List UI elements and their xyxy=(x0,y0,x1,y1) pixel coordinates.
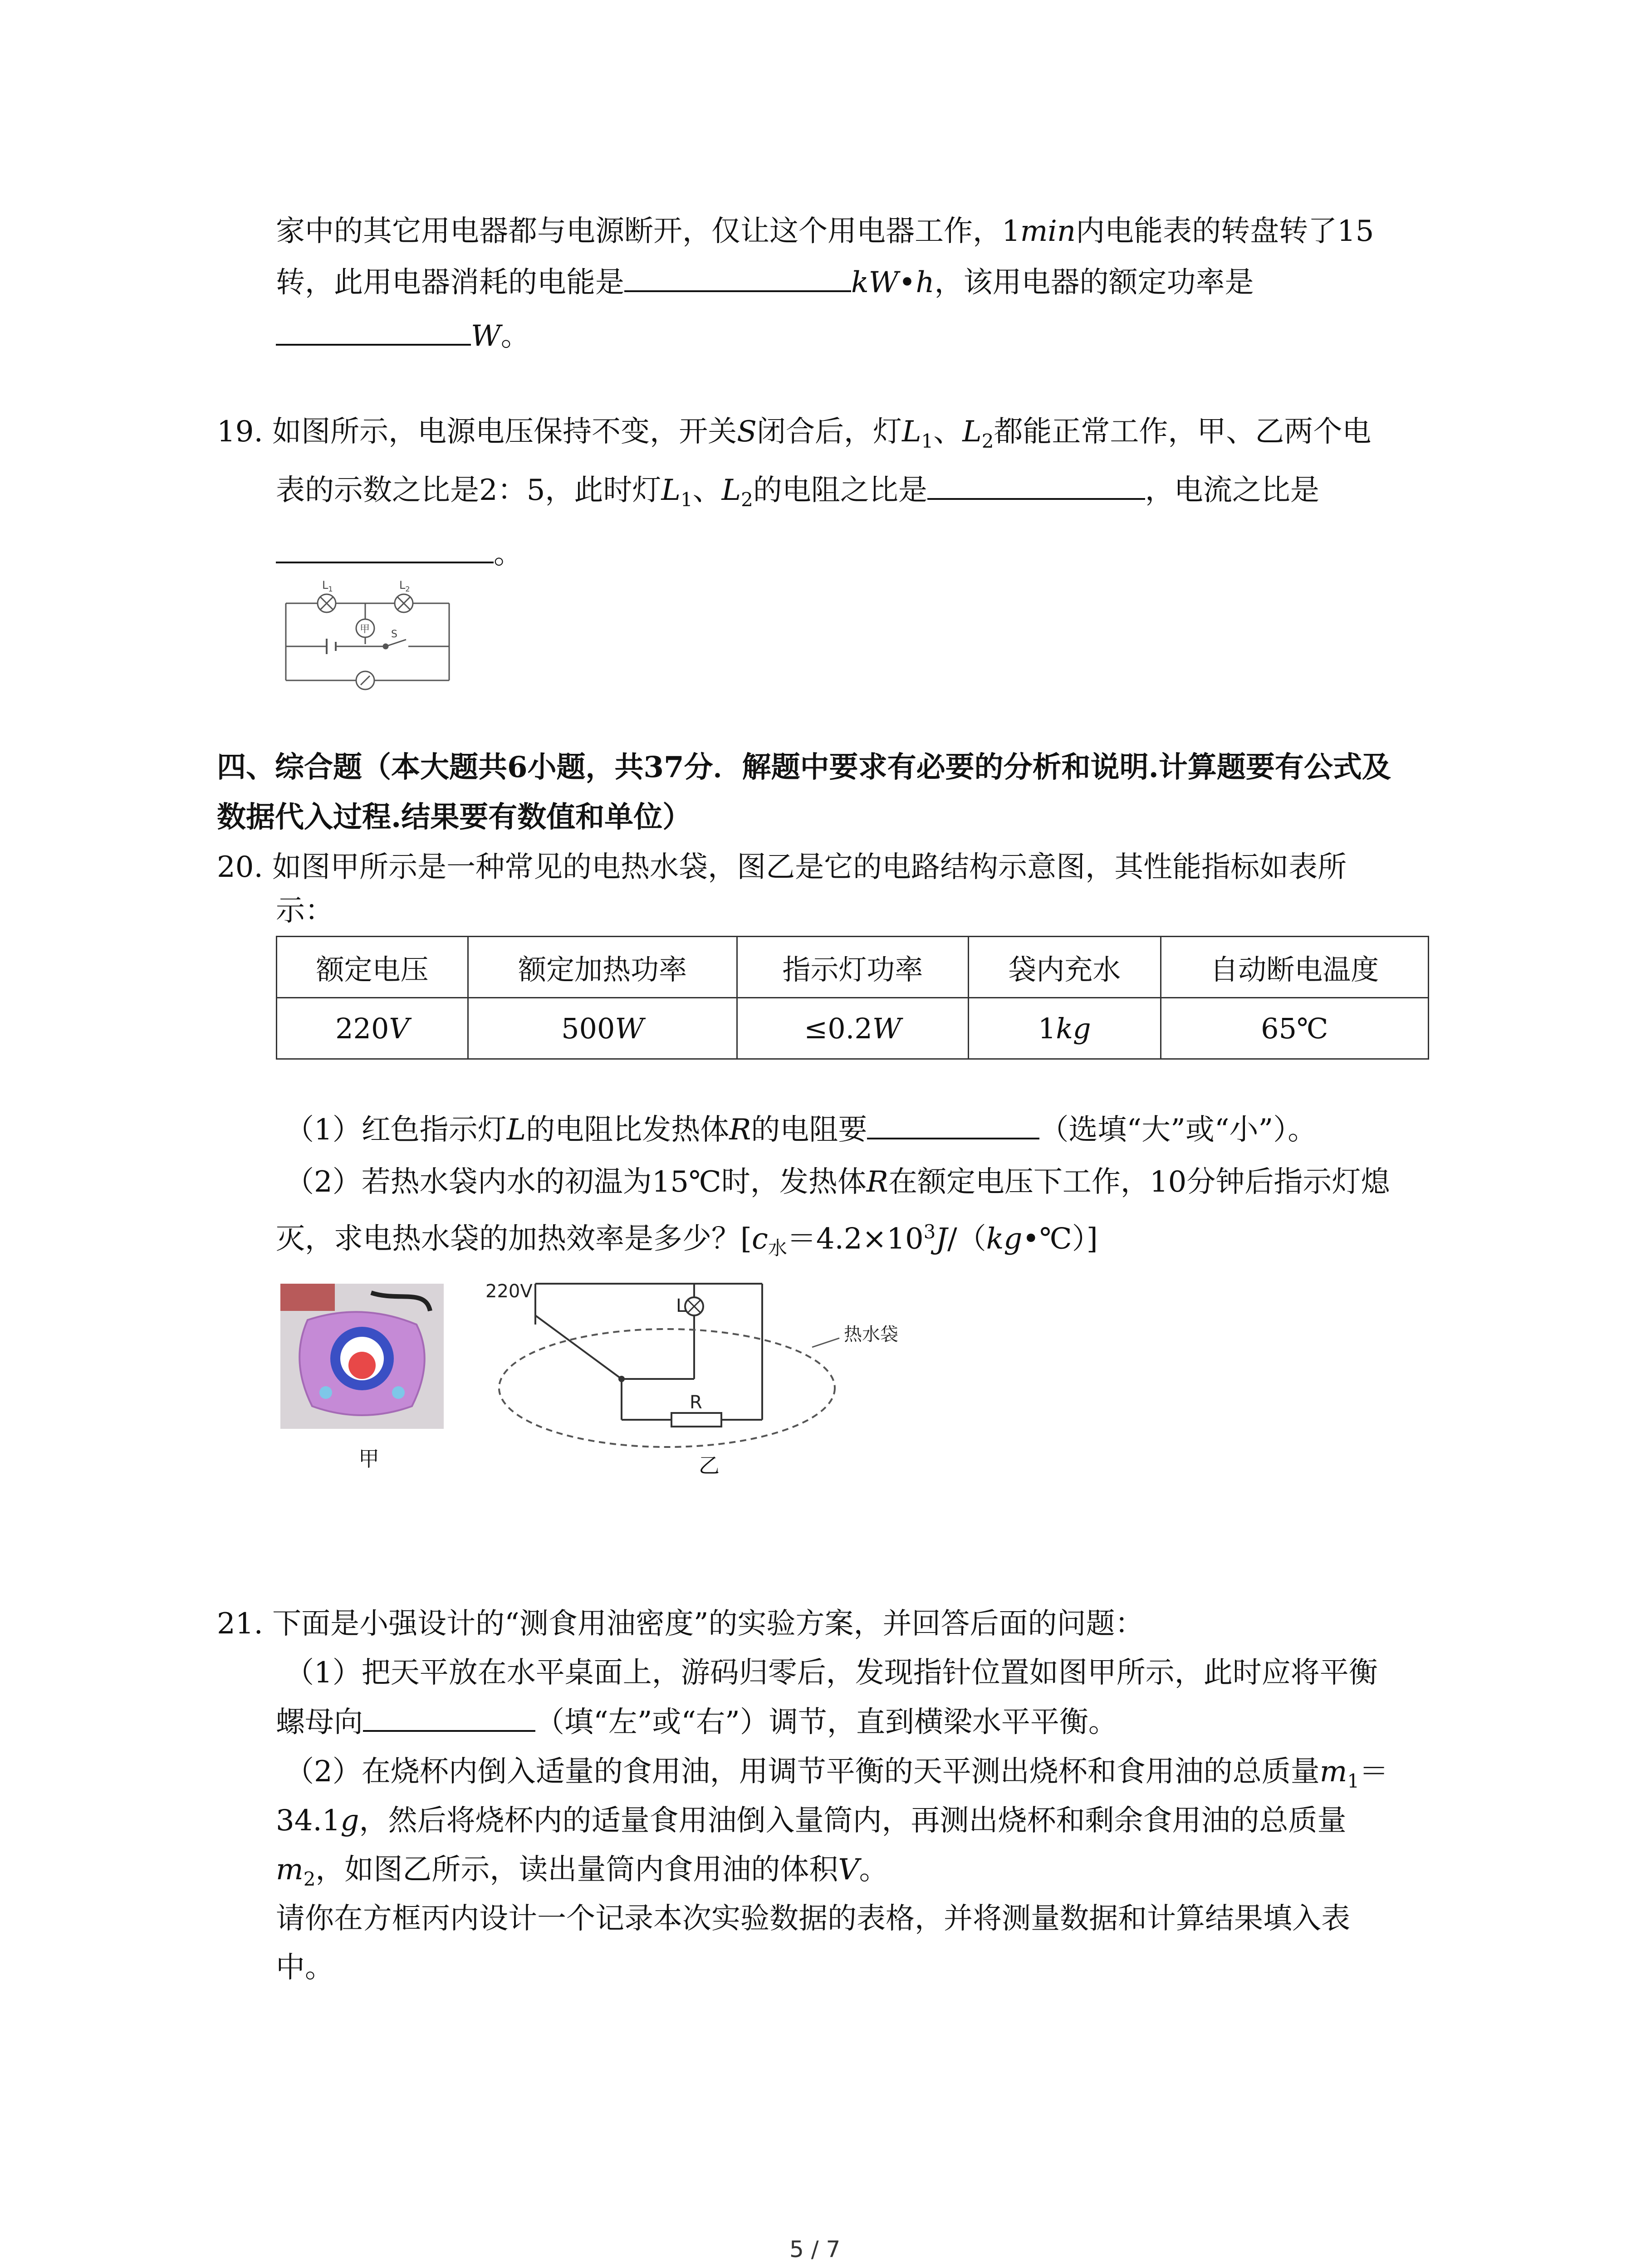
q20-part2: （2）若热水袋内水的初温为15℃时，发热体R在额定电压下工作，10分钟后指示灯熄 xyxy=(285,1165,1390,1199)
q21-part2-line2: 34.1g，然后将烧杯内的适量食用油倒入量筒内，再测出烧杯和剩余食用油的总质量 xyxy=(276,1804,1347,1838)
q21-line-1: 21. 下面是小强设计的“测食用油密度”的实验方案，并回答后面的问题： xyxy=(217,1607,1144,1641)
switch-label: S xyxy=(391,629,397,640)
q21-part3: 请你在方框丙内设计一个记录本次实验数据的表格，并将测量数据和计算结果填入表 xyxy=(276,1902,1350,1936)
table-header-row xyxy=(277,937,1429,998)
q18-line-3: W。 xyxy=(276,318,530,354)
table-cell: 500W xyxy=(468,998,737,1059)
resistor-label: R xyxy=(690,1392,702,1413)
answer-blank[interactable] xyxy=(867,1111,1039,1139)
table-cell: 65℃ xyxy=(1161,998,1428,1059)
table-header-cell: 袋内充水 xyxy=(968,937,1161,998)
bag-label: 热水袋 xyxy=(844,1324,898,1345)
lamp-symbol xyxy=(685,1297,703,1315)
page-number: 5 / 7 xyxy=(789,2236,841,2263)
lamp1-label: $L_1$ xyxy=(322,579,333,593)
q21-part2: （2）在烧杯内倒入适量的食用油，用调节平衡的天平测出烧杯和食用油的总质量$m_1=$ xyxy=(285,1755,1389,1792)
table-header-cell: 自动断电温度 xyxy=(1161,937,1428,998)
answer-blank[interactable] xyxy=(363,1704,535,1732)
table-row xyxy=(277,998,1429,1059)
fig-yi-caption: 乙 xyxy=(699,1453,720,1478)
hot-water-bag-photo xyxy=(280,1284,444,1429)
fig-jia-caption: 甲 xyxy=(358,1447,379,1471)
q21-part1-cont: 螺母向 （填“左”或“右”）调节，直到横梁水平平衡。 xyxy=(276,1704,1117,1740)
q21-part2-line3: $m_2$，如图乙所示，读出量筒内食用油的体积V。 xyxy=(276,1853,888,1890)
junction-dot xyxy=(618,1376,625,1382)
q19-line-1: 19. 如图所示，电源电压保持不变，开关S闭合后，灯$L_1$、$L_2$都能正常工作，甲、乙两个电 xyxy=(217,415,1372,452)
q18-line-2: 转，此用电器消耗的电能是 kW•h，该用电器的额定功率是 xyxy=(276,264,1254,301)
hot-water-bag-circuit xyxy=(476,1270,953,1479)
lamp2-label: $L_2$ xyxy=(399,579,410,593)
table-cell: 1kg xyxy=(968,998,1161,1059)
answer-blank[interactable] xyxy=(276,318,471,346)
lamp-label: L xyxy=(676,1295,686,1316)
answer-blank[interactable] xyxy=(927,472,1145,500)
meter-jia-label: 甲 xyxy=(360,624,370,635)
table-header-cell: 指示灯功率 xyxy=(737,937,968,998)
answer-blank[interactable] xyxy=(276,535,494,563)
table-cell: ≤0.2W xyxy=(737,998,968,1059)
q21-part3-cont: 中。 xyxy=(276,1951,334,1984)
q20-line-2: 示： xyxy=(276,894,334,928)
section4-heading-line-2: 数据代入过程.结果要有数值和单位） xyxy=(217,800,692,834)
bag-outline xyxy=(499,1329,835,1447)
q19-line-2: 表的示数之比是2：5，此时灯$L_1$、$L_2$的电阻之比是 ，电流之比是 xyxy=(276,472,1319,518)
answer-blank[interactable] xyxy=(624,264,851,292)
q20-part1: （1）红色指示灯L的电阻比发热体R的电阻要 （选填“大”或“小”）。 xyxy=(285,1111,1317,1148)
table-header-cell: 额定电压 xyxy=(277,937,468,998)
section4-heading-line-1: 四、综合题（本大题共6小题，共37分．解题中要求有必要的分析和说明.计算题要有公式及 xyxy=(217,750,1391,784)
table-cell: 220V xyxy=(277,998,468,1059)
q18-line-1: 家中的其它用电器都与电源断开，仅让这个用电器工作，1min内电能表的转盘转了15 xyxy=(276,215,1374,248)
q21-part1: （1）把天平放在水平桌面上，游码归零后，发现指针位置如图甲所示，此时应将平衡 xyxy=(285,1656,1378,1690)
q19-line-3: 。 xyxy=(276,535,523,572)
q20-spec-table xyxy=(276,936,1429,1060)
q20-part2-cont: 灭，求电热水袋的加热效率是多少？$[c_水=4.2\times 10^3J/(kg•℃)]$ xyxy=(276,1221,1098,1260)
voltage-label: 220V xyxy=(485,1281,533,1302)
table-header-cell: 额定加热功率 xyxy=(468,937,737,998)
resistor xyxy=(671,1413,721,1427)
q19-circuit-diagram xyxy=(272,576,463,694)
q20-line-1: 20. 如图甲所示是一种常见的电热水袋，图乙是它的电路结构示意图，其性能指标如表所 xyxy=(217,850,1347,884)
